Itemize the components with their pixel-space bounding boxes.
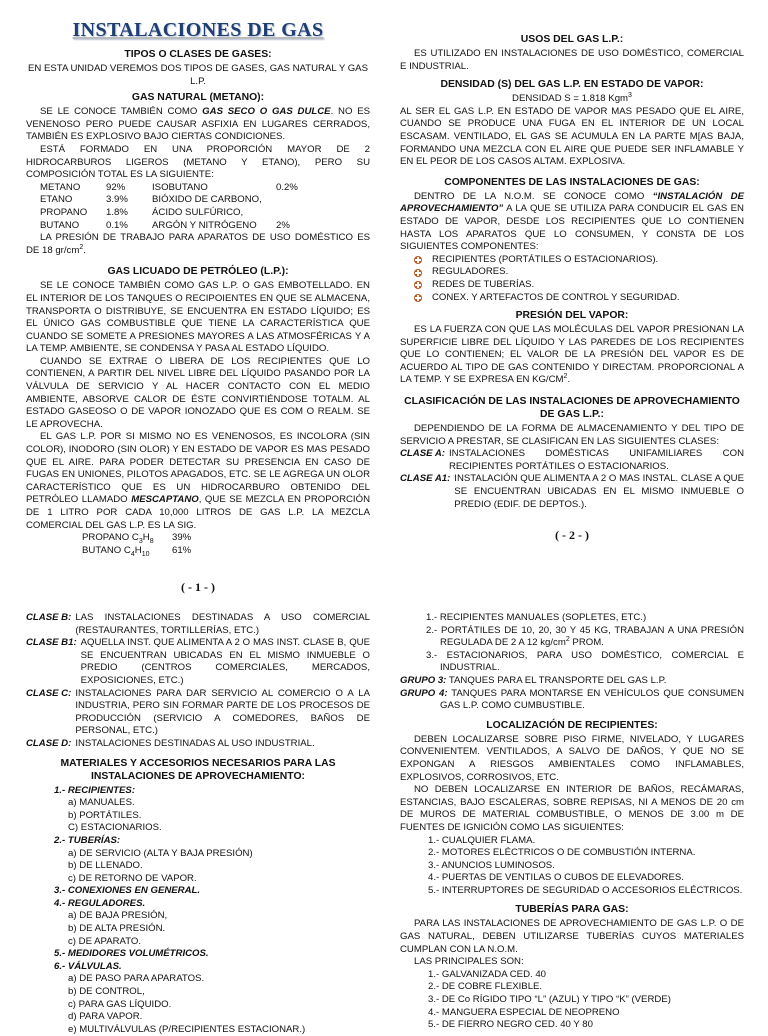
gas-natural-paragraph-3: LA PRESIÓN DE TRABAJO PARA APARATOS DE USO DOMÉSTICO ES DE 18 $gr/cm^2$. (26, 232, 370, 256)
list-item: a) DE SERVICIO (ALTA Y BAJA PRESIÓN) (68, 847, 253, 859)
densidad-formula: DENSIDAD S = 1.818 Kgm$^3$ (512, 92, 632, 105)
table-cell: 1.8% (106, 206, 128, 218)
presion-paragraph: ES LA FUERZA CON QUE LAS MOLÉCULAS DEL VAPOR PRESIONAN LA SUPERFICIE LIBRE DEL LÍQUIDO Y LAS PAREDES DE LOS RECIPIENTES QUE LO CONTIENEN; EL VALOR DE LA PRESIÓN DEL VAPOR ES DE ACUERDO AL TIPO DE GAS CONTENIDO Y DIRECTAM. PROPORCIONAL A LA TEMP. Y SE EXPRESA EN $KG/CM^2$. (400, 324, 744, 386)
table-row (82, 545, 197, 558)
text-segment: . NO ES VENENOSO PERO PUEDE CAUSAR ASFIXIA EN LUGARES CERRADOS, TAMBIÉN ES EXPLOSIVO BAJO CIERTAS CONDICIONES. (26, 106, 371, 143)
clase-a1 (400, 473, 744, 511)
list-item (414, 266, 744, 279)
material-heading: 2.- TUBERÍAS: (54, 834, 121, 846)
localizacion-paragraph-1: DEBEN LOCALIZARSE SOBRE PISO FIRME, NIVELADO, Y LUGARES CONVENIENTEM. VENTILADOS, A SALVO DE DAÑOS, Y QUE NO SE EXPONGAN A RIESGOS AMBIENTALES COMO INFLAMABLES, EXPLOSIVOS, CORROSIVOS, ETC. (400, 733, 744, 783)
list-item: 5.- INTERRUPTORES DE SEGURIDAD O ACCESORIOS ELÉCTRICOS. (428, 884, 743, 896)
subscript: 3 (138, 538, 143, 546)
list-item: 2.- DE COBRE FLEXIBLE. (428, 981, 543, 993)
table-cell: 39% (172, 532, 192, 544)
table-cell: 3.9% (106, 194, 128, 206)
subscript: 10 (141, 550, 150, 558)
text-segment: BUTANO C (82, 544, 131, 556)
componentes-paragraph (400, 191, 744, 254)
list-item: 3.- ESTACIONARIOS, PARA USO DOMÉSTICO, COMERCIAL E INDUSTRIAL. (426, 649, 744, 674)
clase-label: CLASE D: (26, 737, 72, 749)
subscript: 8 (149, 538, 154, 546)
heading-usos: USOS DEL GAS L.P.: (520, 34, 624, 45)
clase-b (26, 612, 370, 637)
clase-d (26, 738, 370, 751)
bullet-icon (414, 294, 422, 302)
list-item: 1.- GALVANIZADA CED. 40 (428, 968, 547, 980)
grupo-4 (400, 688, 744, 713)
clasificacion-paragraph: DEPENDIENDO DE LA FORMA DE ALMACENAMIENTO Y DEL TIPO DE SERVICIO A PRESTAR, SE CLASIFICAN EN LAS SIGUIENTES CLASES: (400, 423, 744, 447)
list-item (414, 254, 744, 267)
list-item: 4.- MANGUERA ESPECIAL DE NEOPRENO (428, 1006, 620, 1018)
list-item: a) DE BAJA PRESIÓN, (68, 910, 168, 922)
clase-label: CLASE C: (26, 687, 72, 699)
emphasis-instalacion: “INSTALACIÓN DE APROVECHAMIENTO” (400, 190, 744, 215)
text-segment: SE LE CONOCE TAMBIÉN COMO (40, 106, 203, 118)
text-segment: H (134, 544, 142, 556)
text-segment: , QUE SE MEZCLA EN PROPORCIÓN DE 1 LITRO POR CADA 10,000 LITROS DE GAS L.P. LA MEZCLA COMERCIAL DEL GAS L.P. ES LA SIG. (26, 494, 370, 531)
clase-text: AQUELLA INST. QUE ALIMENTA A 2 O MAS INST. CLASE B, QUE SE ENCUENTRAN UBICADAS EN EL MISMO INMUEBLE O PREDIO (CENTROS COMERCIALES, MERCADOS, EXPOSICIONES, ETC.) (80, 637, 370, 686)
table-row (40, 220, 304, 233)
heading-tipos-gases: TIPOS O CLASES DE GASES: (124, 49, 272, 60)
heading-densidad: DENSIDAD (S) DEL GAS L.P. EN ESTADO DE VAPOR: (440, 79, 704, 91)
list-item: 3.- DE Co RÍGIDO TIPO “L” (AZUL) Y TIPO “K” (VERDE) (428, 994, 671, 1006)
list-item: b) PORTÁTILES. (68, 809, 142, 821)
list-item: b) DE CONTROL, (68, 986, 145, 998)
heading-componentes: COMPONENTES DE LAS INSTALACIONES DE GAS: (444, 176, 700, 188)
table-cell: 92% (106, 181, 126, 193)
list-item: b) DE LLENADO. (68, 860, 143, 872)
table-row (40, 207, 304, 220)
table-cell: METANO (40, 181, 81, 193)
list-item: c) DE RETORNO DE VAPOR. (68, 872, 197, 884)
table-cell: 61% (172, 544, 192, 556)
grupo-text: TANQUES PARA EL TRANSPORTE DEL GAS L.P. (446, 674, 667, 686)
clase-text: INSTALACIONES DOMÉSTICAS UNIFAMILIARES CON RECIPIENTES PORTÁTILES O ESTACIONARIOS. (448, 448, 744, 472)
page-1 (26, 18, 371, 595)
text-segment: H (142, 532, 150, 544)
text-segment: A LA QUE SE UTILIZA PARA CONDUCIR EL GAS EN ESTADO DE VAPOR, DESDE LOS RECIPIENTES QUE LO CONTIENEN HASTA LOS APARATOS QUE LO CONSUMEN, Y CONSTA DE LOS SIGUIENTES COMPONENTES: (400, 203, 744, 253)
heading-materiales: MATERIALES Y ACCESORIOS NECESARIOS PARA LAS INSTALACIONES DE APROVECHAMIENTO: (60, 757, 336, 782)
gas-lp-paragraph-1: SE LE CONOCE TAMBIÉN COMO GAS L.P. O GAS EMBOTELLADO. EN EL INTERIOR DE LOS TANQUES O RECIPOIENTES EN QUE SE ALMACENA, TRANSPORTA O DISTRIBUYE, SE ENCUENTRA EN ESTADO LÍQUIDO; ES EL ÚNICO GAS COMBUSTIBLE QUE TIENE LA CARACTERÍSTICA QUE CUANDO SE SOMETE A PRESIONES MAYORES A LAS ATMOSFÉRICAS Y A LA TEMP. AMBIENTE, SE CONDENSA Y PASA AL ESTADO LÍQUIDO. (26, 280, 370, 355)
usos-paragraph: ES UTILIZADO EN INSTALACIONES DE USO DOMÉSTICO, COMERCIAL E INDUSTRIAL. (400, 48, 744, 72)
emphasis-gas-seco: GAS SECO O GAS DULCE (202, 106, 331, 118)
table-cell: BIÓXIDO DE CARBONO, (152, 194, 262, 206)
list-item: 2.- MOTORES ELÉCTRICOS O DE COMBUSTIÓN INTERNA. (428, 847, 696, 859)
text-segment: LA PRESIÓN DE TRABAJO PARA APARATOS DE USO DOMÉSTICO ES DE 18 gr/cm (26, 232, 370, 256)
clase-label: CLASE A1: (400, 473, 451, 485)
clase-c (26, 688, 370, 738)
list-item-text: REGULADORES. (432, 266, 509, 278)
composition-table (40, 182, 304, 232)
intro-paragraph: EN ESTA UNIDAD VEREMOS DOS TIPOS DE GASES, GAS NATURAL Y GAS L.P. (28, 63, 368, 87)
text-segment: EL GAS L.P. POR SI MISMO NO ES VENENOSOS, ES INCOLORA (SIN COLOR), INODORO (SIN OLOR) Y EN ESTADO DE VAPOR ES MAS PESADO QUE EL AIRE. PARA PODER DETECTAR SU PRESENCIA EN CASO DE FUGAS EN UNIONES, PILOTOS APAGADOS, ETC. SE LE AGREGA UN OLOR CARACTERÍSTICO QUE ES UN HIDROCARBURO OBTENIDO DEL PETRÓLEO LLAMADO (26, 431, 370, 506)
table-cell: 0.1% (106, 219, 128, 231)
heading-gas-natural: GAS NATURAL (METANO): (131, 92, 265, 104)
list-item (414, 279, 744, 292)
clase-text: INSTALACIONES DESTINADAS AL USO INDUSTRIAL. (75, 737, 315, 749)
text-segment: DENSIDAD S = 1.818 Kgm (512, 93, 629, 105)
densidad-paragraph: AL SER EL GAS L.P. EN ESTADO DE VAPOR MAS PESADO QUE EL AIRE, CUANDO SE PRODUCE UNA FUGA EN EL INTERIOR DE UN LOCAL ESCASAM. VENTILADO, EL GAS SE ACUMULA EN LA PARTE M[AS BAJA, FORMANDO UNA MEZCLA CON EL AIRE QUE PUEDE SER INFLAMABLE Y EN EL PEOR DE LOS CASOS ALTAM. EXPLOSIVA. (400, 105, 744, 168)
tuberias-paragraph: PARA LAS INSTALACIONES DE APROVECHAMIENTO DE GAS L.P. O DE GAS NATURAL, DEBEN UTILIZARSE TUBERÍAS CUYOS MATERIALES CUMPLAN CON LA N.O.M. (400, 918, 744, 955)
heading-presion: PRESIÓN DEL VAPOR: (515, 310, 629, 322)
list-item (414, 292, 744, 305)
grupo-label: GRUPO 4: (400, 687, 448, 699)
list-item: a) DE PASO PARA APARATOS. (68, 973, 205, 985)
mixture-table (82, 532, 197, 557)
clase-label: CLASE B1: (26, 637, 77, 649)
gas-lp-paragraph-3 (26, 431, 370, 532)
page-number: ( - 1 - ) (181, 580, 215, 595)
list-item: 3.- ANUNCIOS LUMINOSOS. (428, 859, 555, 871)
gas-natural-paragraph-1 (26, 106, 370, 144)
clase-label: CLASE A: (400, 448, 445, 460)
table-cell (82, 545, 172, 558)
bullet-icon (414, 269, 422, 277)
list-item: b) DE ALTA PRESIÓN. (68, 923, 166, 935)
clase-text: INSTALACIONES PARA DAR SERVICIO AL COMERCIO O A LA INDUSTRIA, PERO SIN FORMAR PARTE DE LOS PROCESOS DE PRODUCCIÓN (SERVICIO A COMEDORES, BAÑOS DE PERSONAL, ETC.) (75, 687, 370, 737)
table-cell: ISOBUTANO (152, 181, 208, 193)
table-cell: ÁCIDO SULFÚRICO, (152, 206, 244, 218)
tuberias-subheading: LAS PRINCIPALES SON: (414, 956, 524, 968)
page-3 (26, 612, 370, 1035)
heading-gas-lp: GAS LICUADO DE PETRÓLEO (L.P.): (107, 266, 289, 278)
material-heading: 5.- MEDIDORES VOLUMÉTRICOS. (54, 948, 209, 960)
table-cell: 2% (276, 219, 290, 231)
table-row (82, 532, 197, 545)
gas-lp-paragraph-2: CUANDO SE EXTRAE O LIBERA DE LOS RECIPIENTES QUE LO CONTIENEN, A PARTIR DEL NIVEL LIBRE DEL LÍQUIDO PASANDO POR LA VÁLVULA DE SERVICIO Y AL HACER CONTACTO CON EL MEDIO AMBIENTE, ABSORVE CALOR DE ÉSTE CONVIRTIÉNDOSE TOTALM. AL ESTADO GASEOSO O DE VAPOR IONOZADO QUE ES COM O REALM. SE LE APROVECHA. (26, 355, 370, 430)
heading-tuberias: TUBERÍAS PARA GAS: (515, 904, 629, 916)
table-cell: PROPANO (40, 206, 88, 218)
grupo-3 (400, 675, 744, 688)
localizacion-paragraph-2: NO DEBEN LOCALIZARSE EN INTERIOR DE BAÑOS, RECÁMARAS, ESTANCIAS, BAJO ESCALERAS, SOBRE REPISAS, NI A MENOS DE 20 cm DE MUROS DE MATERIAL COMBUSTIBLE, O MENOS DE 3.00 m DE FUENTES DE IGNICIÓN COMO LAS SIGUIENTES: (400, 784, 744, 833)
bullet-icon (414, 256, 422, 264)
list-item: a) MANUALES. (68, 797, 135, 809)
list-item: e) MULTIVÁLVULAS (P/RECIPIENTES ESTACIONAR.) (68, 1023, 306, 1035)
heading-clasificacion: CLASIFICACIÓN DE LAS INSTALACIONES DE APROVECHAMIENTO DE GAS L.P.: (404, 396, 740, 421)
table-cell: BUTANO (40, 219, 80, 231)
bullet-icon (414, 281, 422, 289)
text-segment: PROPANO C (82, 532, 139, 544)
clase-label: CLASE B: (26, 612, 72, 623)
material-heading: 6.- VÁLVULAS. (54, 960, 122, 972)
emphasis-mescaptano: MESCAPTANO (131, 494, 199, 506)
material-heading: 4.- REGULADORES. (54, 897, 146, 909)
table-cell (82, 532, 172, 545)
table-row (40, 182, 304, 195)
table-cell: 0.2% (276, 181, 298, 193)
list-item: c) PARA GAS LÍQUIDO. (68, 998, 172, 1010)
page-number: ( - 2 - ) (555, 528, 589, 543)
grupo-label: GRUPO 3: (400, 674, 447, 686)
table-row (40, 194, 304, 207)
clase-text: INSTALACIÓN QUE ALIMENTA A 2 O MAS INSTAL. CLASE A QUE SE ENCUENTRAN UBICADAS EN EL MISMO INMUEBLE O PREDIO (EDIF. DE DEPTOS.). (454, 473, 744, 510)
document-title: INSTALACIONES DE GAS (72, 19, 324, 41)
gas-natural-paragraph-2: ESTÁ FORMADO EN UNA PROPORCIÓN MAYOR DE 2 HIDROCARBUROS LIGEROS (METANO Y ETANO), PERO SU COMPOSICIÓN TOTAL ES LA SIGUIENTE: (26, 143, 370, 181)
text-segment: DENTRO DE LA N.O.M. SE CONOCE COMO (414, 190, 653, 202)
list-item: 1.- CUALQUIER FLAMA. (428, 834, 536, 846)
page-2 (400, 30, 744, 570)
page-4 (400, 612, 744, 1031)
list-item-text: REDES DE TUBERÍAS. (432, 278, 535, 290)
text-segment: 2.- PORTÁTILES DE 10, 20, 30 Y 45 KG, TRABAJAN A UNA PRESIÓN REGULADA DE 2 A 12 kg/cm (426, 624, 744, 649)
clase-text: LAS INSTALACIONES DESTINADAS A USO COMERCIAL (RESTAURANTES, TORTILLERÍAS, ETC.) (75, 612, 370, 636)
table-cell (276, 194, 304, 207)
list-item: 1.- RECIPIENTES MANUALES (SOPLETES, ETC.) (426, 612, 647, 623)
list-item: C) ESTACIONARIOS. (68, 822, 162, 834)
list-item-text: RECIPIENTES (PORTÁTILES O ESTACIONARIOS). (432, 253, 659, 265)
table-cell (276, 207, 304, 220)
material-heading: 1.- RECIPIENTES: (54, 784, 136, 796)
list-item: 5.- DE FIERRO NEGRO CED. 40 Y 80 (428, 1019, 593, 1031)
list-item: d) PARA VAPOR. (68, 1011, 143, 1023)
text-segment: ES LA FUERZA CON QUE LAS MOLÉCULAS DEL VAPOR PRESIONAN LA SUPERFICIE LIBRE DEL LÍQUIDO Y LAS PAREDES DE LOS RECIPIENTES QUE LO CONTIENEN; EL VALOR DE LA PRESIÓN DEL VAPOR ES DE ACUERDO AL TIPO DE GAS CONTENIDO Y DIRECTAM. PROPORCIONAL A LA TEMP. Y SE EXPRESA EN KG/CM (400, 324, 744, 386)
text-segment: PROM. (569, 637, 604, 649)
list-item: 2.- PORTÁTILES DE 10, 20, 30 Y 45 KG, TRABAJAN A UNA PRESIÓN REGULADA DE 2 A 12 $kg/cm^2$ PROM. (426, 624, 744, 649)
clase-a (400, 448, 744, 473)
heading-localizacion: LOCALIZACIÓN DE RECIPIENTES: (486, 719, 658, 731)
table-cell: ARGÓN Y NITRÓGENO (152, 219, 257, 231)
subscript: 4 (130, 550, 135, 558)
clase-b1 (26, 637, 370, 687)
list-item: 4.- PUERTAS DE VENTILAS O CUBOS DE ELEVADORES. (428, 872, 684, 884)
grupo-text: TANQUES PARA MONTARSE EN VEHÍCULOS QUE CONSUMEN GAS L.P. COMO CUMBUSTIBLE. (440, 687, 744, 712)
table-cell: ETANO (40, 194, 73, 206)
list-item: c) DE APARATO. (68, 935, 142, 947)
material-heading: 3.- CONEXIONES EN GENERAL. (54, 885, 201, 897)
list-item-text: CONEX. Y ARTEFACTOS DE CONTROL Y SEGURIDAD. (432, 291, 680, 303)
